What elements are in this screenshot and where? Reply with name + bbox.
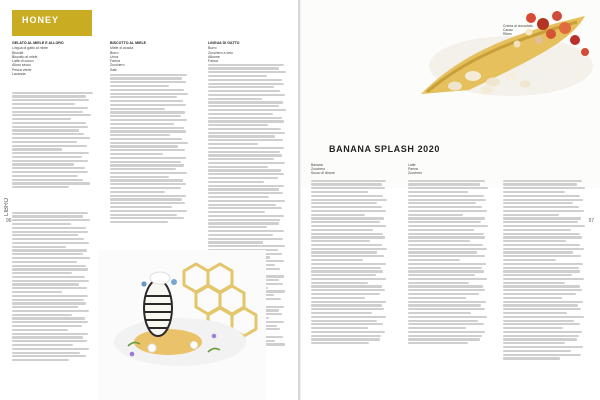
recipe-column-1 [311, 163, 391, 176]
column-heading: GELATO AL MIELE E ALLORO [12, 41, 64, 45]
dish-title: BANANA SPLASH 2020 [329, 144, 440, 154]
ingredient-line: Uova [110, 54, 119, 59]
ingredient-line: Zucchero a velo [208, 50, 233, 55]
recipe-column-1 [12, 38, 96, 76]
ingredient-line: Miele di acacia [110, 46, 134, 51]
body-text-block [12, 90, 96, 190]
honey-dessert-illustration [98, 250, 266, 400]
ingredient-line: Sale [110, 67, 118, 72]
ingredient-line: Zucchero [311, 167, 326, 172]
ingredient-line: Ribes [503, 32, 512, 37]
page-number-left: 96 [6, 218, 12, 224]
ingredient-line: Lavanda [12, 72, 26, 77]
ingredient-line: Alloro secco [12, 63, 32, 68]
recipe-column-2 [110, 38, 194, 72]
ingredient-line: Pesca verde [12, 67, 32, 72]
column-heading: LINGUA DI GATTO [208, 41, 240, 45]
body-text-block [12, 210, 96, 363]
body-text-block [408, 178, 494, 346]
ingredient-line: Crema al cioccolato [503, 24, 533, 28]
recipe-column-2 [408, 163, 494, 176]
ingredient-line: Banana [311, 163, 323, 167]
section-title: HONEY [22, 15, 60, 25]
ingredient-line: Cacao [503, 28, 513, 33]
body-text-block [311, 178, 393, 346]
ingredient-line: Zucchero [110, 63, 125, 68]
recipe-column-3 [503, 24, 591, 37]
ingredient-line: Panna [408, 167, 418, 172]
ingredient-line: Burro [208, 46, 217, 51]
left-page [0, 0, 299, 400]
ingredient-line: Zucchero [408, 171, 423, 176]
column-heading: BISCOTTO AL MIELE [110, 41, 147, 45]
ingredient-line: Latte di cocco [12, 59, 34, 64]
side-label: LIBRO [4, 198, 10, 217]
ingredient-line: Farina [208, 59, 218, 64]
ingredient-line: Farina [110, 59, 120, 64]
ingredient-line: Biscotto al miele [12, 54, 38, 59]
dessert-photo-left [98, 250, 266, 400]
ingredient-line: Albume [208, 54, 220, 59]
ingredient-line: Lingua di gatto al miele [12, 46, 48, 51]
page-number-right: 97 [588, 218, 594, 224]
right-page [301, 0, 600, 400]
ingredient-line: Burro [110, 50, 119, 55]
body-text-block [503, 178, 591, 361]
body-text-block [110, 72, 194, 225]
recipe-column-3 [208, 38, 292, 63]
ingredient-line: Biscotti [12, 50, 24, 55]
ingredient-line: Latte [408, 163, 416, 167]
ingredient-line: Succo di limone [311, 171, 335, 176]
